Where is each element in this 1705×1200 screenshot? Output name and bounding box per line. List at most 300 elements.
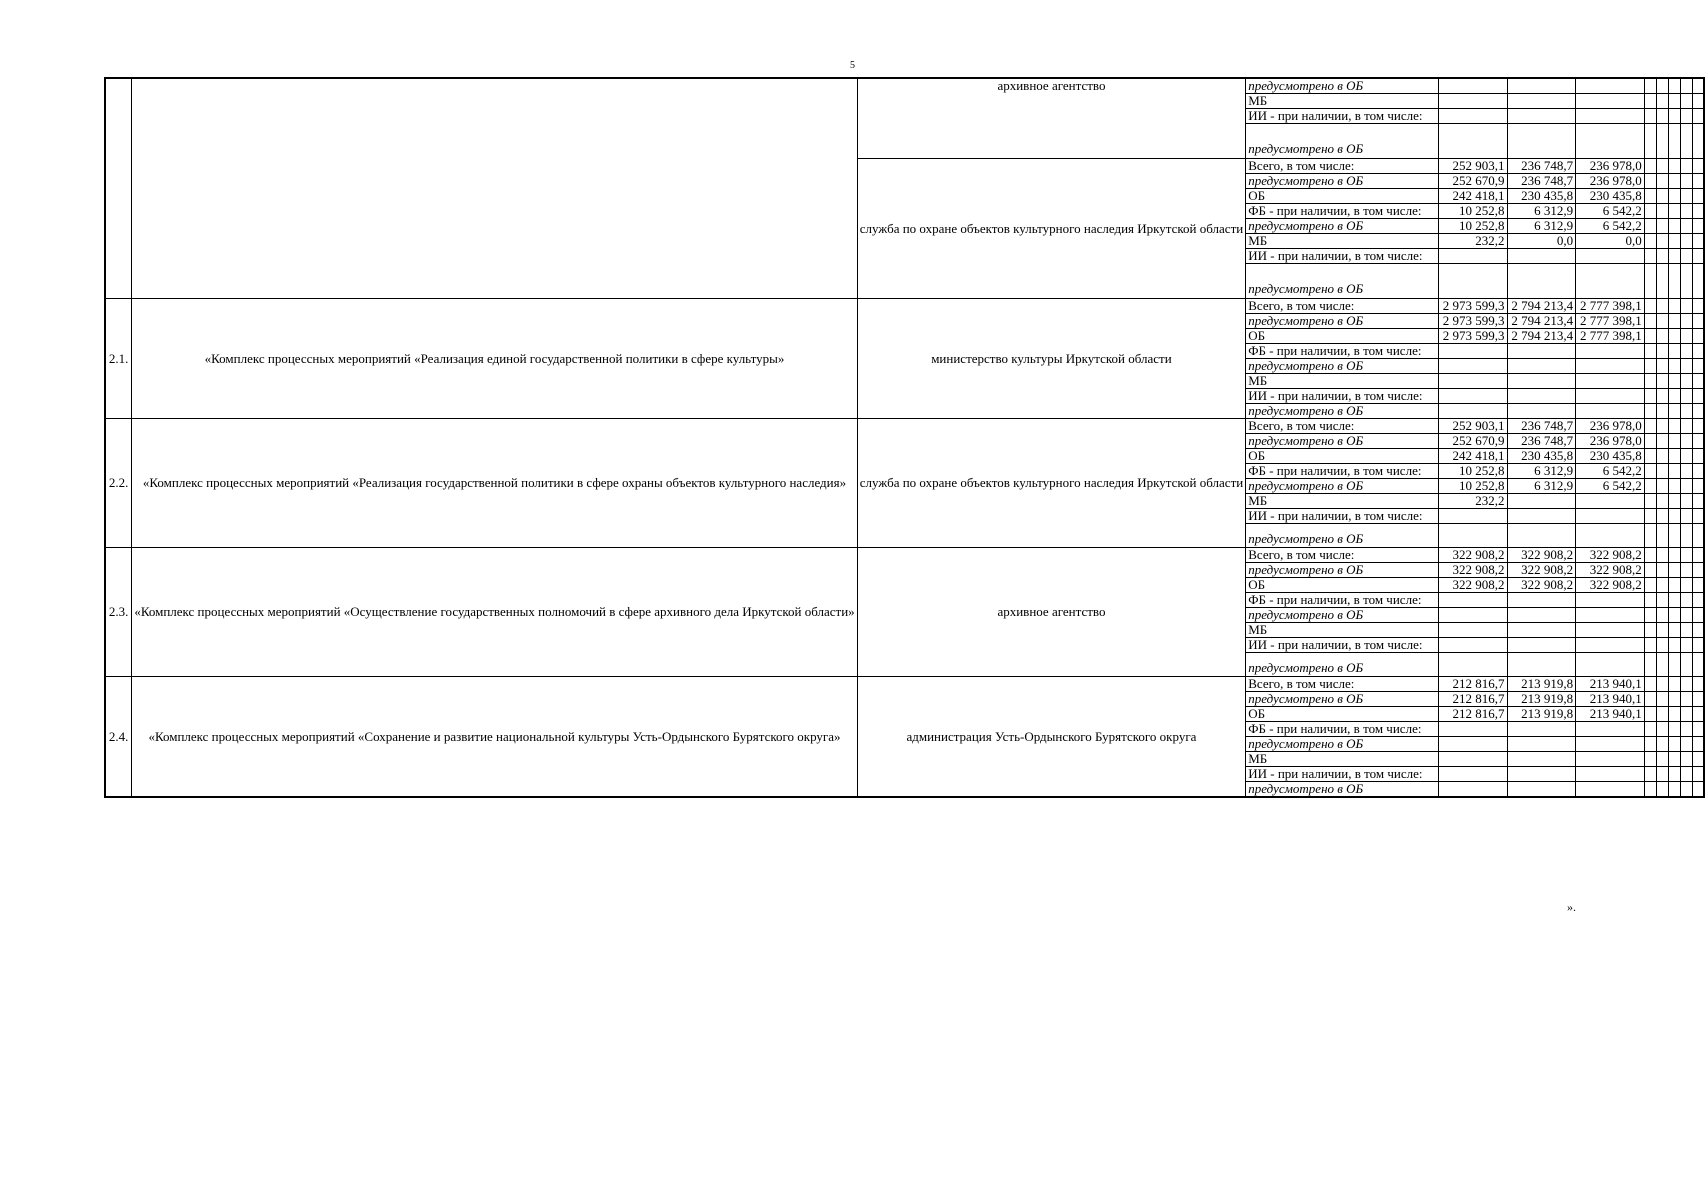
value-cell [1644, 359, 1656, 374]
value-cell [1692, 548, 1704, 563]
value-cell [1656, 707, 1668, 722]
value-cell [1669, 722, 1681, 737]
value-cell [1669, 509, 1681, 524]
value-cell [1692, 524, 1704, 548]
value-cell [1644, 578, 1656, 593]
value-cell [1680, 707, 1692, 722]
value-cell [1680, 737, 1692, 752]
item-name: «Комплекс процессных мероприятий «Реализация единой государственной политики в сфере культуры» [132, 299, 857, 419]
value-cell [1644, 509, 1656, 524]
value-cell [1669, 264, 1681, 299]
value-cell [1507, 374, 1576, 389]
value-cell [1680, 159, 1692, 174]
value-cell [1644, 404, 1656, 419]
value-cell [1680, 509, 1692, 524]
funding-source-label: предусмотрено в ОБ [1246, 78, 1439, 94]
value-cell: 10 252,8 [1438, 219, 1507, 234]
value-cell [1669, 707, 1681, 722]
value-cell [1656, 722, 1668, 737]
value-cell [1576, 94, 1645, 109]
value-cell [1656, 314, 1668, 329]
funding-source-label: предусмотрено в ОБ [1246, 563, 1439, 578]
value-cell [1680, 78, 1692, 94]
item-name: «Комплекс процессных мероприятий «Осуществление государственных полномочий в сфере архивного дела Иркутской области» [132, 548, 857, 677]
value-cell [1680, 359, 1692, 374]
value-cell: 322 908,2 [1507, 548, 1576, 563]
value-cell: 322 908,2 [1438, 563, 1507, 578]
funding-source-label: МБ [1246, 374, 1439, 389]
value-cell [1576, 524, 1645, 548]
value-cell [1656, 374, 1668, 389]
value-cell: 212 816,7 [1438, 677, 1507, 692]
value-cell: 2 973 599,3 [1438, 329, 1507, 344]
value-cell [1644, 707, 1656, 722]
value-cell [1680, 548, 1692, 563]
value-cell [1692, 782, 1704, 798]
funding-source-label: предусмотрено в ОБ [1246, 124, 1439, 159]
value-cell [1680, 479, 1692, 494]
value-cell [1680, 374, 1692, 389]
value-cell [1692, 344, 1704, 359]
value-cell [1507, 722, 1576, 737]
value-cell [1669, 767, 1681, 782]
value-cell [1438, 78, 1507, 94]
value-cell [1438, 752, 1507, 767]
value-cell: 2 777 398,1 [1576, 299, 1645, 314]
value-cell [1644, 677, 1656, 692]
value-cell [1669, 94, 1681, 109]
value-cell [1656, 752, 1668, 767]
value-cell [1644, 692, 1656, 707]
value-cell [1507, 752, 1576, 767]
value-cell [1669, 314, 1681, 329]
funding-source-label: ОБ [1246, 189, 1439, 204]
value-cell [1644, 159, 1656, 174]
value-cell [1692, 464, 1704, 479]
value-cell: 322 908,2 [1507, 563, 1576, 578]
value-cell [1507, 389, 1576, 404]
value-cell [1680, 344, 1692, 359]
value-cell [1576, 78, 1645, 94]
value-cell [1644, 329, 1656, 344]
value-cell [1680, 722, 1692, 737]
value-cell [1656, 623, 1668, 638]
value-cell [1692, 707, 1704, 722]
value-cell [1576, 109, 1645, 124]
funding-source-label: ФБ - при наличии, в том числе: [1246, 344, 1439, 359]
value-cell [1692, 578, 1704, 593]
item-number: 2.3. [105, 548, 132, 677]
value-cell [1507, 344, 1576, 359]
table-row [105, 419, 1704, 434]
value-cell: 322 908,2 [1576, 548, 1645, 563]
value-cell [1438, 344, 1507, 359]
value-cell [1507, 94, 1576, 109]
value-cell [1680, 638, 1692, 653]
value-cell: 252 670,9 [1438, 434, 1507, 449]
value-cell: 322 908,2 [1576, 563, 1645, 578]
value-cell [1438, 767, 1507, 782]
value-cell [1680, 219, 1692, 234]
executor-cell: министерство культуры Иркутской области [857, 299, 1246, 419]
value-cell: 230 435,8 [1576, 449, 1645, 464]
value-cell [1656, 593, 1668, 608]
funding-source-label: ОБ [1246, 578, 1439, 593]
value-cell [1669, 638, 1681, 653]
value-cell: 242 418,1 [1438, 449, 1507, 464]
table-row [105, 677, 1704, 692]
value-cell: 322 908,2 [1507, 578, 1576, 593]
value-cell: 322 908,2 [1438, 548, 1507, 563]
funding-source-label: предусмотрено в ОБ [1246, 219, 1439, 234]
item-name [132, 78, 857, 299]
value-cell: 10 252,8 [1438, 479, 1507, 494]
value-cell [1680, 578, 1692, 593]
funding-source-label: предусмотрено в ОБ [1246, 174, 1439, 189]
value-cell [1692, 479, 1704, 494]
value-cell [1507, 638, 1576, 653]
value-cell [1680, 692, 1692, 707]
value-cell [1438, 737, 1507, 752]
value-cell [1692, 593, 1704, 608]
value-cell [1656, 509, 1668, 524]
value-cell [1692, 299, 1704, 314]
value-cell [1644, 234, 1656, 249]
value-cell: 6 542,2 [1576, 479, 1645, 494]
value-cell [1576, 752, 1645, 767]
value-cell [1644, 174, 1656, 189]
value-cell [1438, 722, 1507, 737]
value-cell [1692, 359, 1704, 374]
value-cell [1680, 299, 1692, 314]
value-cell [1669, 299, 1681, 314]
value-cell [1692, 449, 1704, 464]
value-cell [1669, 737, 1681, 752]
value-cell [1669, 234, 1681, 249]
value-cell [1644, 737, 1656, 752]
value-cell [1669, 677, 1681, 692]
value-cell [1576, 782, 1645, 798]
value-cell [1438, 653, 1507, 677]
value-cell [1692, 174, 1704, 189]
value-cell [1656, 638, 1668, 653]
value-cell [1680, 494, 1692, 509]
table-row [105, 299, 1704, 314]
value-cell [1692, 204, 1704, 219]
value-cell [1656, 434, 1668, 449]
value-cell [1656, 359, 1668, 374]
value-cell [1656, 389, 1668, 404]
value-cell [1680, 189, 1692, 204]
value-cell: 2 973 599,3 [1438, 299, 1507, 314]
value-cell [1438, 109, 1507, 124]
value-cell [1644, 389, 1656, 404]
value-cell: 230 435,8 [1576, 189, 1645, 204]
value-cell [1692, 219, 1704, 234]
value-cell [1576, 509, 1645, 524]
value-cell: 6 542,2 [1576, 219, 1645, 234]
funding-source-label: ОБ [1246, 707, 1439, 722]
value-cell [1644, 419, 1656, 434]
funding-source-label: предусмотрено в ОБ [1246, 608, 1439, 623]
value-cell [1507, 359, 1576, 374]
value-cell: 322 908,2 [1576, 578, 1645, 593]
value-cell [1680, 264, 1692, 299]
funding-source-label: ФБ - при наличии, в том числе: [1246, 204, 1439, 219]
value-cell [1644, 219, 1656, 234]
value-cell [1644, 782, 1656, 798]
funding-source-label: предусмотрено в ОБ [1246, 434, 1439, 449]
value-cell [1692, 189, 1704, 204]
value-cell [1692, 234, 1704, 249]
value-cell [1669, 548, 1681, 563]
value-cell [1576, 494, 1645, 509]
funding-source-label: ИИ - при наличии, в том числе: [1246, 109, 1439, 124]
value-cell [1644, 449, 1656, 464]
value-cell [1656, 249, 1668, 264]
funding-source-label: предусмотрено в ОБ [1246, 692, 1439, 707]
value-cell [1656, 737, 1668, 752]
value-cell [1644, 593, 1656, 608]
value-cell [1576, 359, 1645, 374]
funding-source-label: ИИ - при наличии, в том числе: [1246, 767, 1439, 782]
value-cell [1507, 653, 1576, 677]
funding-source-label: ИИ - при наличии, в том числе: [1246, 509, 1439, 524]
value-cell [1656, 344, 1668, 359]
value-cell [1576, 722, 1645, 737]
value-cell [1438, 608, 1507, 623]
value-cell [1669, 78, 1681, 94]
value-cell [1669, 752, 1681, 767]
value-cell: 213 919,8 [1507, 707, 1576, 722]
value-cell [1692, 692, 1704, 707]
value-cell [1438, 389, 1507, 404]
value-cell [1656, 404, 1668, 419]
value-cell [1692, 509, 1704, 524]
funding-source-label: МБ [1246, 94, 1439, 109]
value-cell [1656, 264, 1668, 299]
value-cell [1680, 109, 1692, 124]
value-cell: 252 903,1 [1438, 159, 1507, 174]
funding-source-label: ИИ - при наличии, в том числе: [1246, 249, 1439, 264]
value-cell [1656, 479, 1668, 494]
value-cell [1680, 752, 1692, 767]
value-cell [1692, 314, 1704, 329]
value-cell [1576, 737, 1645, 752]
value-cell [1692, 264, 1704, 299]
value-cell [1680, 767, 1692, 782]
value-cell [1692, 653, 1704, 677]
value-cell [1692, 737, 1704, 752]
value-cell [1438, 638, 1507, 653]
value-cell: 0,0 [1576, 234, 1645, 249]
value-cell [1669, 623, 1681, 638]
value-cell: 242 418,1 [1438, 189, 1507, 204]
funding-source-label: МБ [1246, 623, 1439, 638]
funding-source-label: ОБ [1246, 329, 1439, 344]
value-cell: 236 748,7 [1507, 434, 1576, 449]
value-cell: 252 670,9 [1438, 174, 1507, 189]
value-cell [1692, 623, 1704, 638]
value-cell [1669, 329, 1681, 344]
value-cell: 6 312,9 [1507, 479, 1576, 494]
value-cell [1669, 578, 1681, 593]
value-cell [1644, 299, 1656, 314]
table-row [105, 548, 1704, 563]
value-cell [1656, 578, 1668, 593]
value-cell: 213 940,1 [1576, 707, 1645, 722]
value-cell [1438, 509, 1507, 524]
value-cell [1692, 608, 1704, 623]
value-cell [1507, 608, 1576, 623]
funding-source-label: ОБ [1246, 449, 1439, 464]
value-cell [1507, 623, 1576, 638]
value-cell [1507, 109, 1576, 124]
value-cell [1669, 374, 1681, 389]
value-cell [1438, 524, 1507, 548]
value-cell [1644, 563, 1656, 578]
value-cell [1644, 249, 1656, 264]
value-cell [1644, 344, 1656, 359]
value-cell [1438, 623, 1507, 638]
value-cell [1669, 593, 1681, 608]
value-cell [1656, 449, 1668, 464]
funding-source-label: предусмотрено в ОБ [1246, 314, 1439, 329]
value-cell [1692, 159, 1704, 174]
value-cell: 6 542,2 [1576, 204, 1645, 219]
value-cell: 2 973 599,3 [1438, 314, 1507, 329]
value-cell [1692, 434, 1704, 449]
value-cell [1669, 344, 1681, 359]
executor-cell: администрация Усть-Ордынского Бурятского округа [857, 677, 1246, 798]
value-cell [1438, 593, 1507, 608]
value-cell [1644, 94, 1656, 109]
value-cell [1692, 109, 1704, 124]
value-cell [1669, 524, 1681, 548]
value-cell [1438, 264, 1507, 299]
value-cell [1656, 78, 1668, 94]
value-cell [1644, 638, 1656, 653]
value-cell [1692, 767, 1704, 782]
value-cell [1669, 479, 1681, 494]
value-cell: 236 748,7 [1507, 159, 1576, 174]
value-cell [1680, 329, 1692, 344]
executor-cell: служба по охране объектов культурного наследия Иркутской области [857, 159, 1246, 299]
value-cell [1669, 359, 1681, 374]
value-cell: 0,0 [1507, 234, 1576, 249]
value-cell [1656, 692, 1668, 707]
value-cell [1669, 494, 1681, 509]
value-cell [1692, 677, 1704, 692]
value-cell [1692, 249, 1704, 264]
value-cell [1576, 593, 1645, 608]
value-cell: 212 816,7 [1438, 707, 1507, 722]
value-cell [1692, 494, 1704, 509]
funding-source-label: предусмотрено в ОБ [1246, 479, 1439, 494]
value-cell: 2 777 398,1 [1576, 314, 1645, 329]
value-cell [1438, 782, 1507, 798]
funding-source-label: МБ [1246, 494, 1439, 509]
value-cell: 232,2 [1438, 234, 1507, 249]
value-cell [1656, 548, 1668, 563]
value-cell [1576, 638, 1645, 653]
value-cell [1507, 264, 1576, 299]
value-cell [1680, 204, 1692, 219]
value-cell [1656, 219, 1668, 234]
value-cell [1644, 524, 1656, 548]
value-cell [1669, 249, 1681, 264]
value-cell: 213 919,8 [1507, 677, 1576, 692]
value-cell [1680, 124, 1692, 159]
value-cell: 236 978,0 [1576, 434, 1645, 449]
value-cell [1669, 782, 1681, 798]
value-cell [1644, 608, 1656, 623]
value-cell [1656, 109, 1668, 124]
value-cell: 2 794 213,4 [1507, 299, 1576, 314]
value-cell [1438, 249, 1507, 264]
value-cell [1644, 752, 1656, 767]
value-cell: 10 252,8 [1438, 204, 1507, 219]
value-cell [1692, 563, 1704, 578]
value-cell [1576, 608, 1645, 623]
page-number: 5 [850, 60, 855, 71]
value-cell [1680, 404, 1692, 419]
value-cell [1656, 608, 1668, 623]
value-cell: 230 435,8 [1507, 449, 1576, 464]
value-cell: 236 978,0 [1576, 419, 1645, 434]
value-cell [1656, 234, 1668, 249]
value-cell [1644, 548, 1656, 563]
value-cell [1669, 404, 1681, 419]
value-cell [1507, 404, 1576, 419]
funding-source-label: предусмотрено в ОБ [1246, 404, 1439, 419]
value-cell [1438, 374, 1507, 389]
value-cell [1680, 94, 1692, 109]
value-cell [1692, 329, 1704, 344]
value-cell [1507, 249, 1576, 264]
value-cell: 236 978,0 [1576, 159, 1645, 174]
value-cell [1669, 449, 1681, 464]
funding-source-label: Всего, в том числе: [1246, 159, 1439, 174]
item-number: 2.4. [105, 677, 132, 798]
value-cell: 236 748,7 [1507, 174, 1576, 189]
value-cell [1680, 249, 1692, 264]
funding-source-label: ФБ - при наличии, в том числе: [1246, 593, 1439, 608]
value-cell [1669, 174, 1681, 189]
value-cell [1576, 389, 1645, 404]
value-cell [1576, 374, 1645, 389]
item-number: 2.2. [105, 419, 132, 548]
executor-cell: архивное агентство [857, 78, 1246, 159]
value-cell [1669, 563, 1681, 578]
value-cell [1656, 124, 1668, 159]
value-cell [1692, 94, 1704, 109]
value-cell [1692, 404, 1704, 419]
item-name: «Комплекс процессных мероприятий «Сохранение и развитие национальной культуры Усть-Ордынского Бурятского округа» [132, 677, 857, 798]
value-cell: 212 816,7 [1438, 692, 1507, 707]
value-cell [1656, 189, 1668, 204]
value-cell: 213 919,8 [1507, 692, 1576, 707]
value-cell [1669, 219, 1681, 234]
value-cell [1644, 479, 1656, 494]
funding-source-label: ИИ - при наличии, в том числе: [1246, 389, 1439, 404]
value-cell [1669, 109, 1681, 124]
value-cell [1438, 124, 1507, 159]
value-cell [1576, 653, 1645, 677]
closing-quote: ». [1567, 900, 1576, 914]
funding-source-label: Всего, в том числе: [1246, 548, 1439, 563]
value-cell: 322 908,2 [1438, 578, 1507, 593]
